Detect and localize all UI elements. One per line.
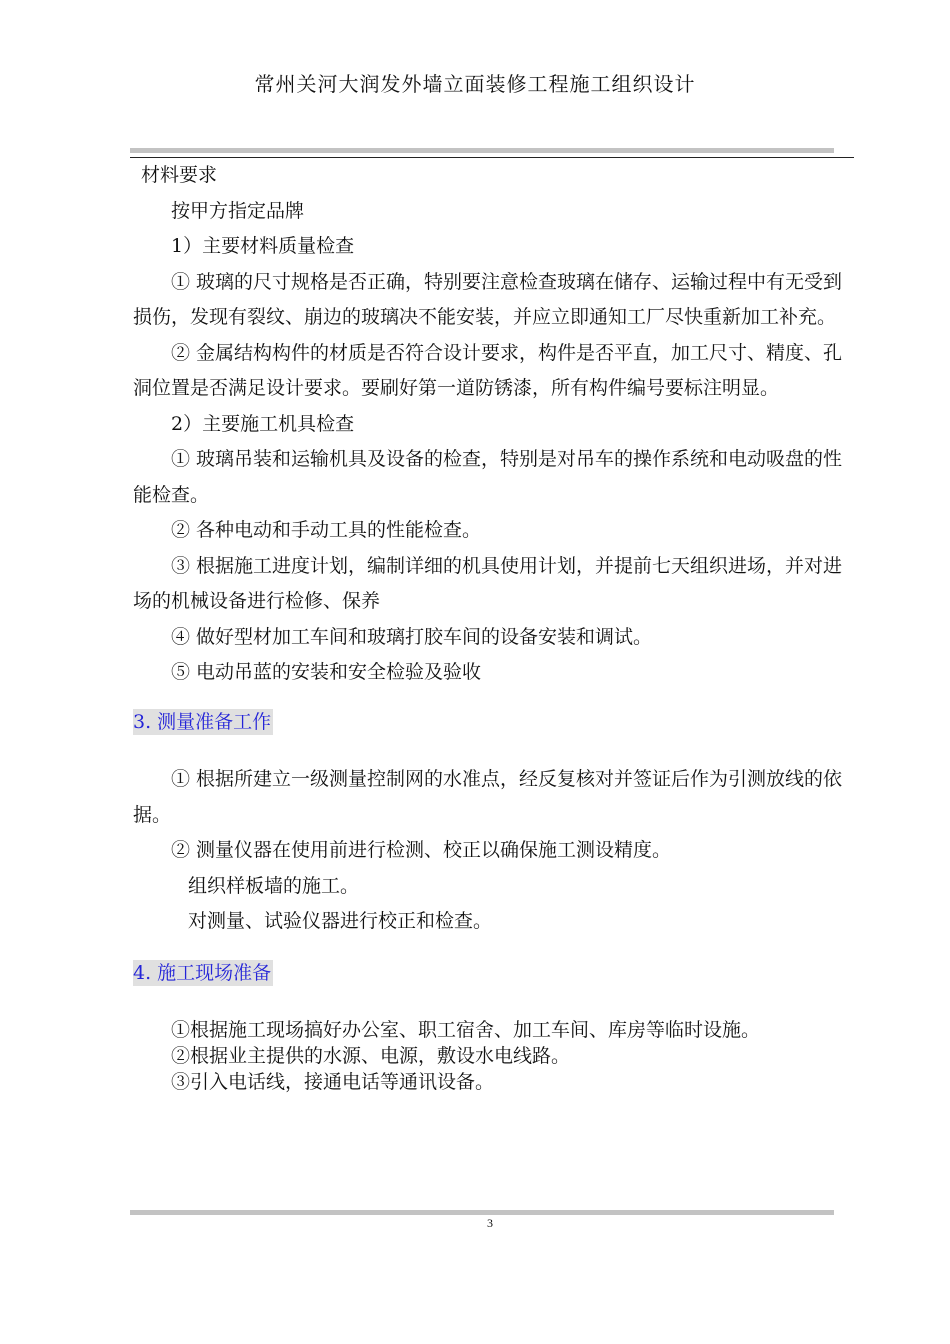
header-divider [130,148,834,153]
paragraph-benchmark: ① 根据所建立一级测量控制网的水准点，经反复核对并签证后作为引测放线的依据。 [133,768,843,826]
paragraph-glass-check: ① 玻璃的尺寸规格是否正确，特别要注意检查玻璃在储存、运输过程中有无受到损伤，发现有裂纹、崩边的玻璃决不能安装，并应立即通知工厂尽快重新加工补充。 [133,270,843,328]
section-heading-site-wrap [133,956,857,992]
subheading-material-check: 1）主要材料质量检查 [171,235,355,257]
subheading-tool-check: 2）主要施工机具检查 [171,412,355,435]
section-heading-site: 4. 施工现场准备 [133,961,272,984]
paragraph-lifting-check: ① 玻璃吊装和运输机具及设备的检查，特别是对吊车的操作系统和电动吸盘的性能检查。 [133,448,843,506]
paragraph-sample-wall: 组织样板墙的施工。 [188,874,360,897]
document-body [133,158,857,1095]
page-number: 3 [487,1216,493,1230]
section-heading-survey-wrap [133,705,857,741]
paragraph-brand: 按甲方指定品牌 [171,199,305,222]
paragraph-materials-title: 材料要求 [141,164,218,186]
paragraph-temporary-facilities: ①根据施工现场搞好办公室、职工宿舍、加工车间、库房等临时设施。 [171,1019,761,1041]
footer-divider [130,1210,834,1215]
paragraph-tool-plan: ③ 根据施工进度计划，编制详细的机具使用计划，并提前七天组织进场，并对进场的机械设备进行检修、保养 [133,554,843,612]
paragraph-instrument-check: ② 测量仪器在使用前进行检测、校正以确保施工测设精度。 [171,839,672,861]
paragraph-workshop-setup: ④ 做好型材加工车间和玻璃打胶车间的设备安装和调试。 [171,625,653,648]
document-header-title: 常州关河大润发外墙立面装修工程施工组织设计 [254,72,696,96]
paragraph-gondola: ⑤ 电动吊蓝的安装和安全检验及验收 [171,661,482,683]
paragraph-calibration: 对测量、试验仪器进行校正和检查。 [188,910,493,932]
paragraph-utilities: ②根据业主提供的水源、电源，敷设水电线路。 [171,1045,571,1067]
paragraph-telephone: ③引入电话线，接通电话等通讯设备。 [171,1071,495,1093]
paragraph-tools-check: ② 各种电动和手动工具的性能检查。 [171,519,482,541]
paragraph-metal-check: ② 金属结构构件的材质是否符合设计要求，构件是否平直，加工尺寸、精度、孔洞位置是否满足设计要求。要刷好第一道防锈漆，所有构件编号要标注明显。 [133,341,843,399]
section-heading-survey: 3. 测量准备工作 [133,710,272,733]
